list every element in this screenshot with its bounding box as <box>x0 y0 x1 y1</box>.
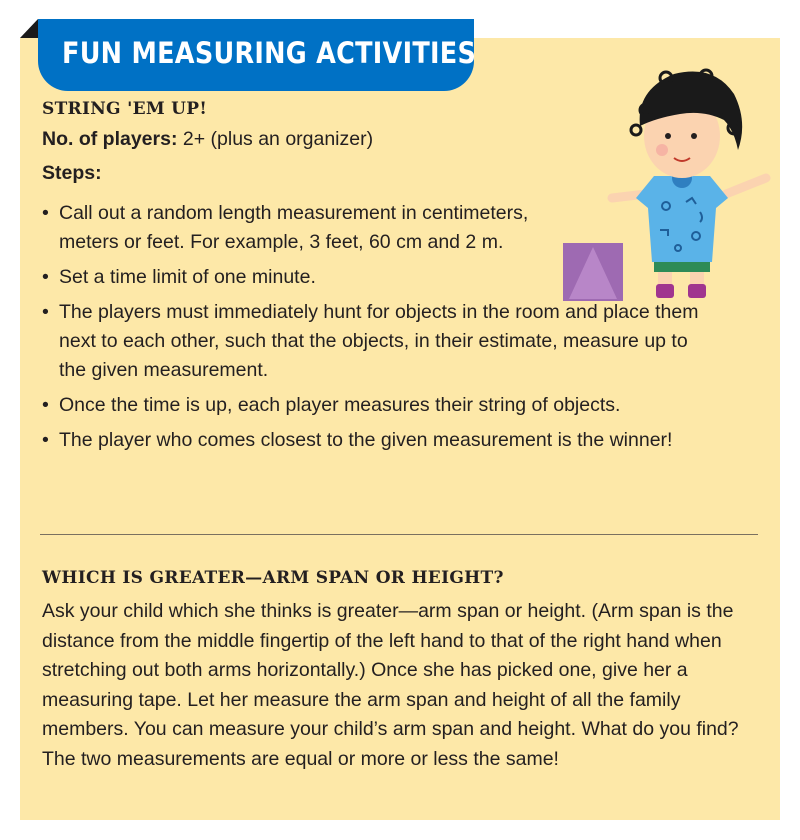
step-text: Call out a random length measurement in centimeters, meters or feet. For example, 3 feet, 60 cm and 2 m. <box>59 202 529 253</box>
step-item <box>42 391 742 420</box>
step-item <box>42 199 529 257</box>
step-text: Once the time is up, each player measures their string of objects. <box>59 394 621 416</box>
section-divider <box>40 534 758 535</box>
page-title: FUN MEASURING ACTIVITIES <box>62 36 477 70</box>
step-text: The players must immediately hunt for objects in the room and place them next to each other, such that the objects, in their estimate, measure up to the given measurement. <box>59 301 699 381</box>
activity2-title: WHICH IS GREATER—ARM SPAN OR HEIGHT? <box>42 568 504 588</box>
activity2-body: Ask your child which she thinks is greater—arm span or height. (Arm span is the distance from the middle fingertip of the left hand to that of the right hand when stretching out both arms horizontally.) Once she has picked one, give her a measuring tape. Let her measure the arm span and height of all the family members. You can measure your child’s arm span and height. What do you find? The two measurements are equal or more or less the same! <box>42 600 739 770</box>
step-text: The player who comes closest to the given measurement is the winner! <box>59 429 673 451</box>
players-label: No. of players: <box>42 128 178 150</box>
players-value: 2+ (plus an organizer) <box>177 128 374 150</box>
activity1-title: STRING 'EM UP! <box>42 99 208 119</box>
players-line <box>42 128 373 151</box>
step-text: Set a time limit of one minute. <box>59 266 316 288</box>
child-illustration <box>606 66 772 306</box>
steps-label: Steps: <box>42 162 102 184</box>
step-item <box>42 298 719 385</box>
step-item <box>42 426 679 455</box>
tab-corner <box>20 19 38 38</box>
